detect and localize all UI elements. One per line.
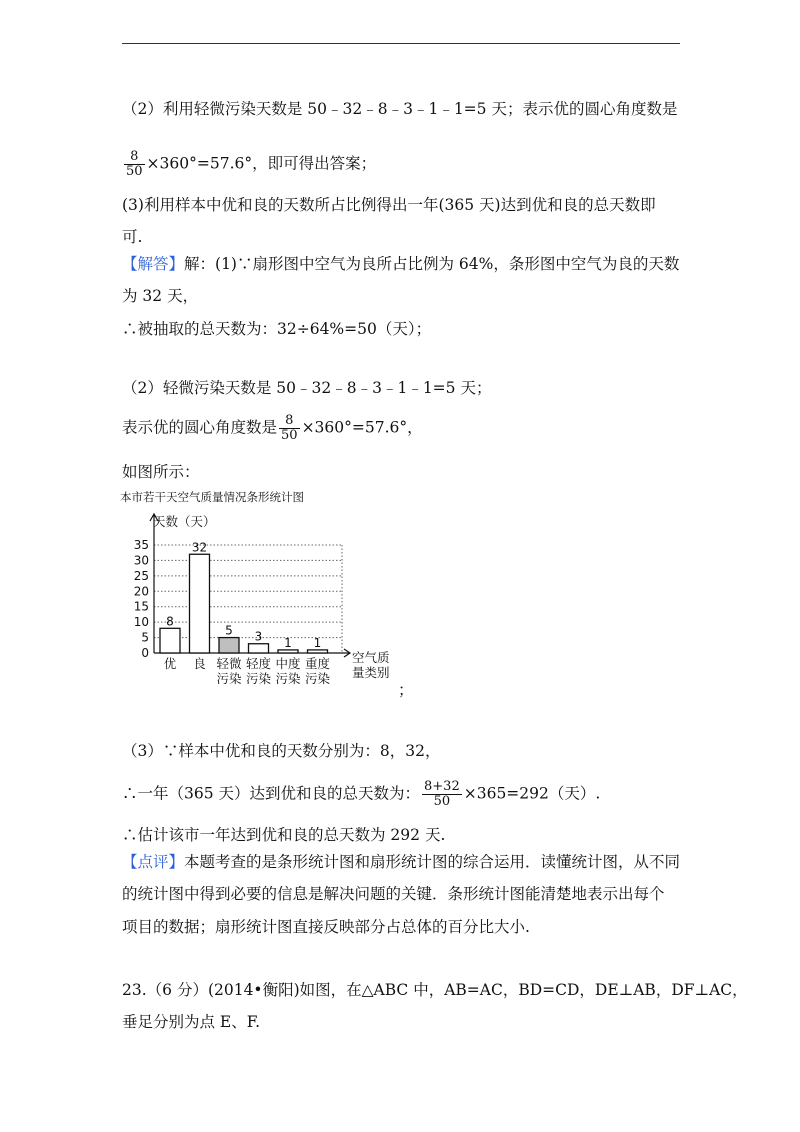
x-category-label: 污染	[304, 671, 331, 686]
text-line: ∴被抽取的总天数为：32÷64%=50（天）；	[122, 320, 432, 338]
bar	[160, 628, 180, 653]
x-category-label: 良	[193, 656, 206, 671]
formula-line	[122, 780, 600, 809]
fraction-numerator: 8	[279, 414, 300, 429]
text-line: 如图所示：	[122, 463, 200, 481]
text-line: 项目的数据；扇形统计图直接反映部分占总体的百分比大小.	[122, 918, 530, 936]
formula-text: ×360°=57.6°，	[301, 418, 423, 437]
x-category-label: 污染	[275, 671, 301, 686]
x-category-label: 中度	[275, 656, 301, 671]
comment-tag: 【点评】	[122, 853, 185, 871]
formula-prefix: 表示优的圆心角度数是	[122, 418, 278, 437]
answer-tag: 【解答】	[122, 255, 185, 273]
y-tick-label: 20	[133, 584, 149, 599]
y-axis-label: 天数（天）	[153, 514, 216, 529]
formula-text: ×365=292（天）.	[463, 784, 601, 803]
x-category-label: 污染	[245, 671, 272, 686]
bar-value-label: 5	[225, 623, 233, 638]
x-category-label: 轻微	[216, 656, 242, 671]
fraction-denominator: 50	[433, 794, 451, 809]
text-line: （2）利用轻微污染天数是 50﹣32﹣8﹣3﹣1﹣1=5 天；表示优的圆心角度数是	[122, 100, 678, 118]
bar-chart-svg	[118, 490, 418, 700]
x-axis-label: 量类别	[352, 665, 390, 680]
answer-text: 解：(1)∵扇形图中空气为良所占比例为 64%，条形图中空气为良的天数	[184, 255, 680, 273]
bar	[190, 554, 210, 653]
x-category-label: 污染	[216, 671, 242, 686]
fraction	[422, 780, 462, 809]
answer-line	[122, 254, 679, 274]
fraction-numerator: 8+32	[424, 779, 460, 794]
header-rule	[122, 43, 680, 44]
text-line: 可.	[122, 228, 143, 246]
bar-chart	[118, 490, 418, 700]
comment-line	[122, 852, 680, 872]
fraction-denominator: 50	[281, 428, 298, 443]
bar-value-label: 3	[254, 629, 263, 644]
chart-title: 本市若干天空气质量情况条形统计图	[120, 490, 304, 504]
y-tick-label: 10	[133, 615, 149, 630]
x-category-label: 优	[163, 656, 177, 671]
text-line: （3）∵样本中优和良的天数分别为：8，32，	[122, 742, 441, 760]
y-tick-label: 5	[141, 630, 149, 645]
x-axis-label: 空气质	[352, 650, 390, 665]
formula-prefix: ∴一年（365 天）达到优和良的总天数为：	[122, 784, 421, 803]
y-tick-label: 30	[133, 553, 149, 568]
x-category-label: 重度	[304, 656, 331, 671]
text-line: 为 32 天，	[122, 287, 199, 305]
fraction	[124, 150, 145, 179]
bar	[249, 644, 269, 653]
bar-value-label: 1	[313, 635, 322, 650]
y-tick-label: 15	[133, 599, 149, 614]
text-line: 的统计图中得到必要的信息是解决问题的关键．条形统计图能清楚地表示出每个	[122, 885, 665, 903]
text-line: ∴估计该市一年达到优和良的总天数为 292 天.	[122, 826, 446, 844]
y-tick-label: 35	[133, 538, 149, 552]
text-line: (3)利用样本中优和良的天数所占比例得出一年(365 天)达到优和良的总天数即	[122, 196, 656, 214]
question-line: 23.（6 分）(2014•衡阳)如图，在△ABC 中，AB=AC，BD=CD，DE⊥AB，DF⊥AC，	[122, 981, 748, 999]
bar	[308, 650, 328, 653]
y-tick-label: 25	[133, 568, 149, 583]
text-line: 垂足分别为点 E、F.	[122, 1013, 261, 1031]
x-category-label: 轻度	[245, 656, 272, 671]
fraction	[279, 414, 300, 443]
chart-trailing-punct: ；	[398, 681, 414, 699]
bar	[219, 638, 239, 653]
formula-line	[122, 414, 423, 443]
bar-value-label: 32	[191, 540, 208, 555]
fraction-numerator: 8	[124, 150, 145, 165]
fraction-denominator: 50	[126, 164, 143, 179]
bar	[278, 650, 298, 653]
bar-value-label: 1	[284, 635, 292, 650]
bar-value-label: 8	[166, 614, 174, 629]
text-line: （2）轻微污染天数是 50﹣32﹣8﹣3﹣1﹣1=5 天；	[122, 379, 492, 397]
formula-line	[122, 150, 376, 179]
comment-text: 本题考查的是条形统计图和扇形统计图的综合运用．读懂统计图，从不同	[184, 853, 681, 871]
formula-text: ×360°=57.6°，即可得出答案；	[146, 154, 377, 173]
y-tick-label: 0	[141, 646, 149, 660]
